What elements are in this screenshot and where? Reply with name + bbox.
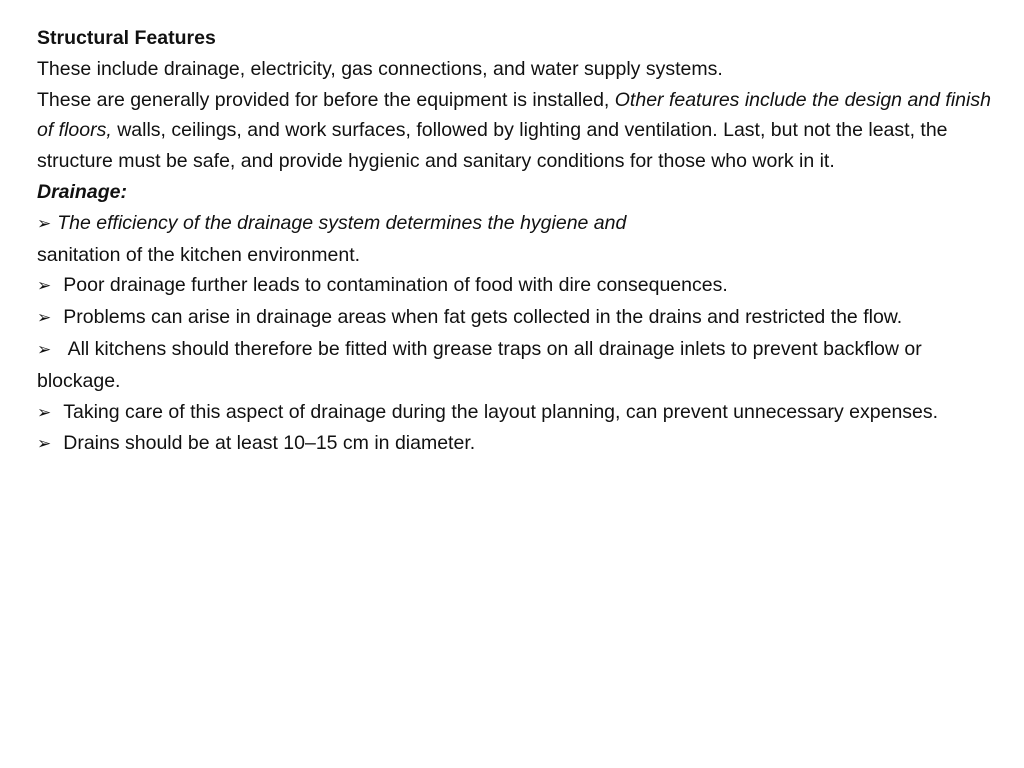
drainage-subheading: Drainage: [37, 180, 127, 203]
paragraph-part-3: walls, ceilings, and work surfaces, followed by lighting and ventilation. Last, but not the least, the structure must be safe, and provide hygienic and sanitary conditions for those who work in it. [37, 119, 948, 173]
paragraph-part-1: These are generally provided for before the equipment is installed, [37, 88, 615, 111]
arrow-bullet-icon: ➢ [37, 402, 52, 422]
slide-content [37, 23, 997, 460]
arrow-bullet-icon: ➢ [37, 308, 52, 328]
bullet-text: Problems can arise in drainage areas when fat gets collected in the drains and restricted the flow. [63, 306, 903, 329]
intro-paragraph [37, 85, 997, 177]
bullet-item-4 [37, 334, 997, 397]
bullet-text: All kitchens should therefore be fitted with grease traps on all drainage inlets to prevent backflow or blockage. [37, 337, 922, 392]
arrow-bullet-icon: ➢ [37, 276, 52, 296]
bullet-text: Drains should be at least 10–15 cm in diameter. [63, 432, 476, 455]
bullet-text: Taking care of this aspect of drainage during the layout planning, can prevent unnecessary expenses. [63, 400, 939, 423]
arrow-bullet-icon: ➢ [37, 213, 52, 233]
bullet-item-1-continuation: sanitation of the kitchen environment. [37, 243, 361, 266]
section-heading: Structural Features [37, 27, 216, 49]
arrow-bullet-icon: ➢ [37, 339, 52, 359]
bullet-item-1 [37, 208, 997, 240]
bullet-item-3 [37, 302, 997, 334]
bullet-text: Poor drainage further leads to contamination of food with dire consequences. [63, 274, 728, 297]
bullet-item-6 [37, 428, 997, 460]
bullet-item-5 [37, 397, 997, 429]
bullet-text: The efficiency of the drainage system determines the hygiene and [57, 211, 627, 234]
paragraph-part-2-italic: Other features include the design and finish of floors, [37, 88, 991, 142]
arrow-bullet-icon: ➢ [37, 434, 52, 454]
intro-line: These include drainage, electricity, gas connections, and water supply systems. [37, 57, 723, 80]
bullet-item-2 [37, 270, 997, 302]
